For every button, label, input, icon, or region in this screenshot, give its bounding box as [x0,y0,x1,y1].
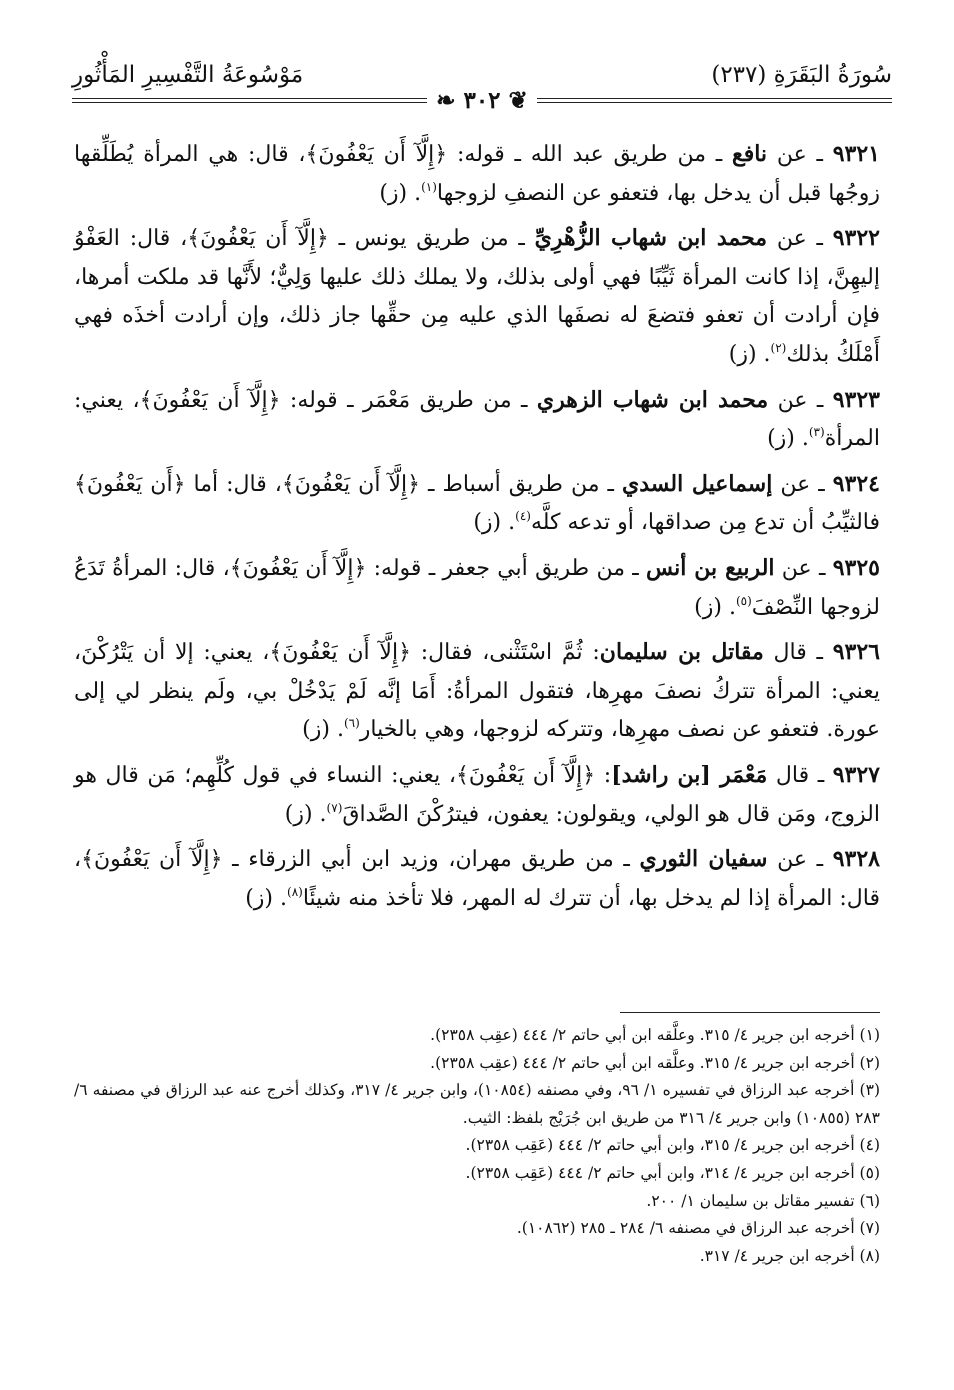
entry-chain: ـ من طريق عبد الله ـ قوله: [447,142,732,167]
footnote-ref: (٤) [515,509,531,524]
footnote-ref: (٨) [287,884,303,899]
narration-entry [74,756,880,834]
quran-quote: ﴿إِلَّآ أَن يَعْفُونَ﴾ [229,555,367,581]
quran-quote: ﴿إِلَّآ أَن يَعْفُونَ﴾ [269,640,411,666]
entry-text: ، يعني: المرأة [74,387,880,452]
entry-text: ، قال: أما ﴿أَن يَعْفُونَ﴾ فالثيِّبُ أن تدع مِن صداقها، أو تدعه كلَّه [74,471,880,536]
source-marker: . (ز) [379,180,422,206]
footnote-ref: (٣) [808,425,825,440]
narration-entry [74,840,880,918]
entry-number: ٩٣٢٥ [832,554,880,581]
entry-number: ٩٣٢٤ [832,470,880,497]
narration-entry [74,381,880,459]
narrator-name: مقاتل بن سليمان [599,639,764,666]
entry-chain: ـ من طريق يونس ـ [328,226,535,252]
entry-number: ٩٣٢٣ [832,386,880,413]
entry-intro: ـ عن [772,471,833,497]
narrator-name: مَعْمَر [بن راشد] [611,761,768,788]
source-marker: . (ز) [473,510,516,536]
entry-number: ٩٣٢٦ [832,639,880,666]
footnote-ref: (٢) [770,340,787,355]
source-marker: . (ز) [284,801,327,827]
narrator-name: سفيان الثوري [639,846,768,873]
surah-label: سُورَةُ البَقَرَةِ (٢٣٧) [711,62,892,88]
quran-quote: ﴿إِلَّآ أَن يَعْفُونَ﴾ [281,471,421,497]
ornament-icon: ❦ [500,87,528,114]
entry-text: ، يعني: النساء في قول كُلِّهِم؛ مَن قال هو الزوج، ومَن قال هو الولي، ويقولون: يعفون، فيترُكْنَ الصَّداقَ [74,762,880,827]
quran-quote: ﴿إِلَّآ أَن يَعْفُونَ﴾ [187,226,329,252]
entry-chain: ـ من طريق مَعْمَر ـ قوله: [280,387,537,413]
page-header [72,58,892,114]
entry-text: ، يعني: إلا أن يَتْرُكْنَ، يعني: المرأة تتركُ نصفَ مهرِها، فتقول المرأةُ: أَمَا إنَّه لَمْ يَدْخُلْ بي، ولَم ينظر لي إلى عورة. فتعفو عن نصف مهرِها، وتتركه لزوجها، وهي بالخيار [74,640,880,743]
page-number-text: ٣٠٢ [463,87,501,114]
narrator-name: إسماعيل السدي [622,470,773,497]
footnote-ref: (٦) [343,716,360,731]
narrator-name: نافع [732,141,768,167]
entry-intro: ـ عن [767,142,833,167]
quran-quote: ﴿إِلَّآ أَن يَعْفُونَ﴾ [139,387,281,413]
narration-entry [74,465,880,543]
footnote: (٥) أخرجه ابن جرير ٤/ ٣١٤، وابن أبي حاتم ٢/ ٤٤٤ (عَقِب ٢٣٥٨). [465,1163,880,1182]
footnote-ref: (١) [421,179,437,194]
ornament-icon: ❧ [436,87,464,114]
page-number [427,86,537,116]
source-marker: . (ز) [302,717,344,743]
source-marker: . (ز) [767,426,809,452]
entry-intro: ـ عن [767,847,833,873]
narration-entry [74,135,880,213]
main-text [74,135,880,924]
entry-intro: ـ قال [763,640,833,666]
source-marker: . (ز) [728,341,771,367]
entry-text: ، قال: المرأة إذا لم يدخل بها، أن تترك له المهر، فلا تأخذ منه شيئًا [74,847,880,911]
entry-chain: ـ من طريق مهران، وزيد ابن أبي الزرقاء ـ [222,847,640,873]
entry-intro: ـ عن [767,226,833,252]
footnotes-separator [620,1012,880,1013]
entry-intro: ـ قال [767,762,833,788]
entry-number: ٩٣٢٢ [832,225,880,252]
footnote: (٨) أخرجه ابن جرير ٤/ ٣١٧. [699,1246,880,1265]
quran-quote: ﴿إِلَّآ أَن يَعْفُونَ﴾ [305,142,448,167]
entry-number: ٩٣٢٧ [832,761,880,788]
entry-number: ٩٣٢٨ [832,846,880,873]
narrator-name: محمد ابن شهاب الزهري [536,386,769,413]
entry-text: ، قال: المرأةُ تَدَعُ لزوجها النِّصْفَ [74,555,880,620]
footnote: (٢) أخرجه ابن جرير ٤/ ٣١٥. وعلَّقه ابن أبي حاتم ٢/ ٤٤٤ (عقِب ٢٣٥٨). [430,1053,880,1072]
narrator-name: الربيع بن أنس [646,554,775,581]
narration-entry [74,549,880,627]
narration-entry [74,633,880,750]
book-title: مَوْسُوعَةُ التَّفْسِيرِ المَأْثُورِ [72,62,304,88]
entry-chain: : [595,762,612,788]
entry-intro: ـ عن [768,387,833,413]
quran-quote: ﴿إِلَّآ أَن يَعْفُونَ﴾ [455,762,596,788]
source-marker: . (ز) [694,594,736,620]
entry-text: ، قال: هي المرأة يُطَلِّقها زوجُها قبل أن يدخل بها، فتعفو عن النصفِ لزوجها [74,142,880,206]
footnote: (١) أخرجه ابن جرير ٤/ ٣١٥. وعلَّقه ابن أبي حاتم ٢/ ٤٤٤ (عقِب ٢٣٥٨). [430,1026,880,1044]
footnote: (٣) أخرجه عبد الرزاق في تفسيره ١/ ٩٦، وفي مصنفه (١٠٨٥٤)، وابن جرير ٤/ ٣١٧، وكذلك أخرج عنه عبد الرزاق في مصنفه ٦/ ٢٨٣ (١٠٨٥٥) وابن جرير ٤/ ٣١٦ من طريق ابن جُرَيْج بلفظ: الثيب. [74,1081,880,1127]
narration-entry [74,219,880,374]
quran-quote: ﴿إِلَّآ أَن يَعْفُونَ﴾ [81,847,223,873]
footnote: (٧) أخرجه عبد الرزاق في مصنفه ٦/ ٢٨٤ ـ ٢٨٥ (١٠٨٦٢). [516,1219,880,1238]
entry-chain: ـ من طريق أسباط ـ [420,471,622,497]
footnotes [74,1022,880,1270]
entry-chain: ـ من طريق أبي جعفر ـ قوله: [366,555,647,581]
entry-text: ، قال: العَفْوُ إليهِنَّ، إذا كانت المرأة ثَيِّبًا فهي أولى بذلك، ولا يملك ذلك عليها وَلِيٌّ؛ لأَنَّها قد ملكت أمرها، فإن أرادت أن تعفو فتضعَ له نصفَها الذي عليه مِن حقِّها جاز ذلك، وإن أرادت أخذَه فهي أَمْلَكُ بذلك [74,226,880,367]
narrator-name: محمد ابن شهاب الزُّهْرِيِّ [534,225,768,252]
footnote-ref: (٥) [735,593,752,608]
source-marker: . (ز) [245,885,287,911]
footnote-ref: (٧) [326,800,343,815]
entry-number: ٩٣٢١ [832,141,880,167]
footnote: (٤) أخرجه ابن جرير ٤/ ٣١٥، وابن أبي حاتم ٢/ ٤٤٤ (عَقِب ٢٣٥٨). [465,1136,880,1155]
entry-intro: ـ عن [774,555,833,581]
entry-chain: : ثُمَّ اسْتَثْنى، فقال: [410,640,600,666]
footnote: (٦) تفسير مقاتل بن سليمان ١/ ٢٠٠. [646,1191,880,1210]
